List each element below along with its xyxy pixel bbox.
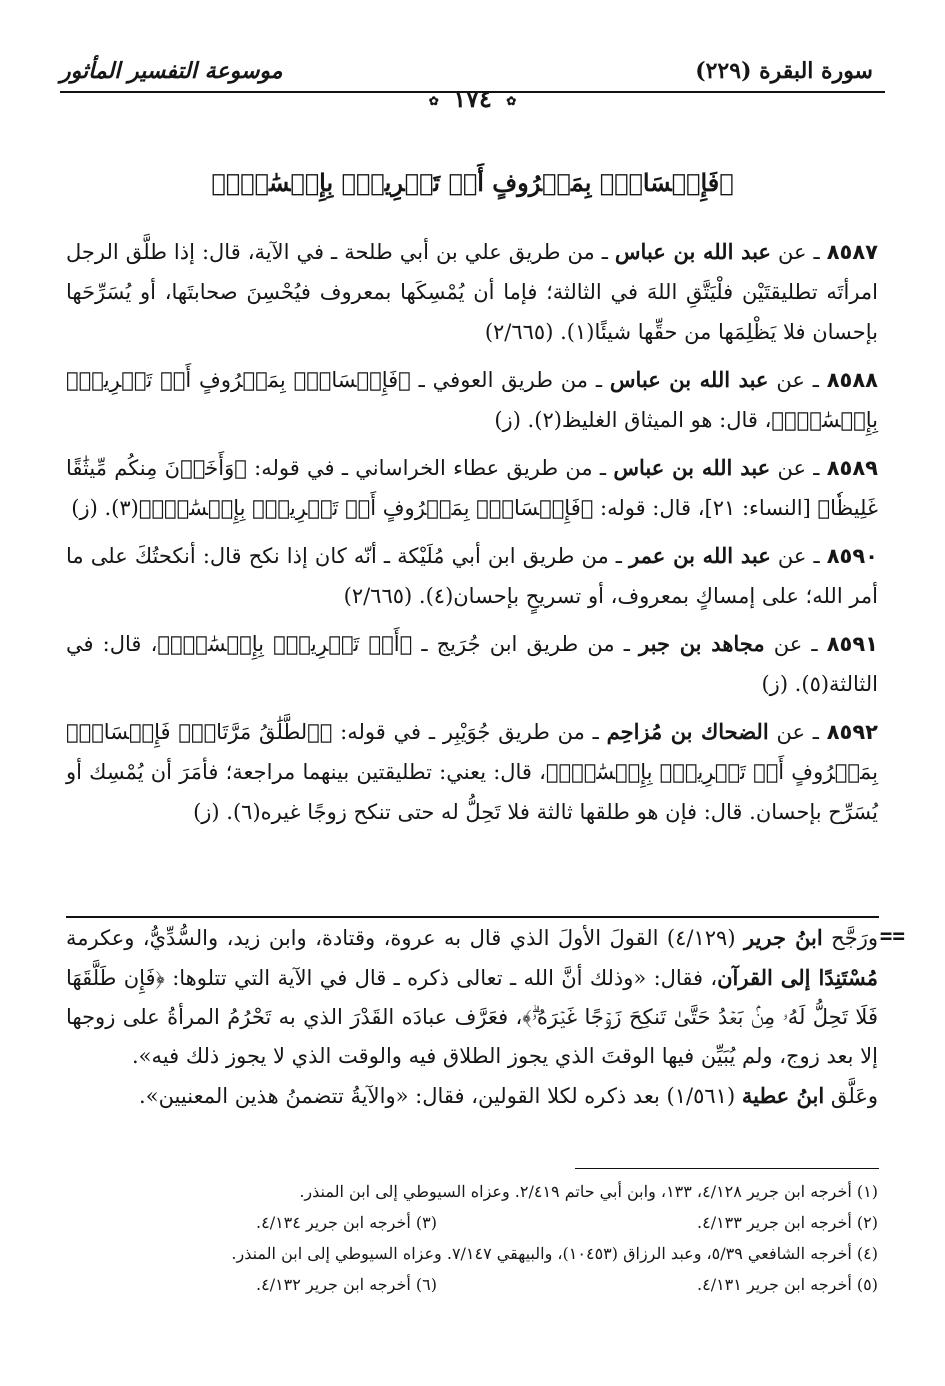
commentary-text: ، فقال: «وذلك أنَّ الله ـ تعالى ذكره ـ قال في الآية التي تتلوها: ﴿فَإِن طَلَّقَهَا فَلَا تَحِلُّ لَهُۥ مِنۢ بَعۡدُ حَتَّىٰ تَنكِحَ زَوۡجًا غَيۡرَهُۥۗ﴾، فعَرَّف عبادَه القَدْرَ الذي به تَحْرُمُ المرأةُ على زوجها إلا بعد زوج، ولم يُبَيِّن فيها الوقتَ الذي يجوز الطلاق فيه والوقت الذي لا يجوز ذلك فيه».: [66, 966, 878, 1068]
scholar-name: ابنُ عطية: [741, 1083, 825, 1108]
entry-prefix: ـ عن: [768, 368, 827, 392]
narration-entry: [66, 448, 878, 528]
ornament-icon: ✿: [506, 93, 517, 108]
footnote-2: (٢) أخرجه ابن جرير ٤/١٣٣.: [697, 1213, 878, 1232]
commentary-paragraph: [66, 1076, 878, 1116]
entry-number: ٨٥٨٩: [826, 456, 878, 480]
narration-entry: [66, 360, 878, 440]
narrator-name: مجاهد بن جبر: [639, 631, 765, 656]
commentary-paragraph: [66, 918, 878, 1076]
footnote-3: (٣) أخرجه ابن جرير ٤/١٣٤.: [256, 1213, 437, 1232]
page-number-block: [0, 84, 945, 113]
footnote-4: (٤) أخرجه الشافعي ٥/٣٩، وعبد الرزاق (١٠٤٥٣)، والبيهقي ٧/١٤٧. وعزاه السيوطي إلى ابن المنذر.: [231, 1244, 878, 1263]
narrator-name: عبد الله بن عباس: [614, 239, 771, 264]
footnote-row: [66, 1176, 878, 1207]
commentary-text: وعَلَّق: [824, 1084, 878, 1108]
entry-number: ٨٥٩٠: [826, 544, 879, 568]
page-number: ١٧٤: [453, 84, 492, 113]
entry-number: ٨٥٨٧: [826, 240, 878, 264]
commentary-text: (١/٥٦١) بعد ذكره لكلا القولين، فقال: «والآيةُ تتضمنُ هذين المعنيين».: [139, 1084, 742, 1108]
continuation-mark: ==: [879, 924, 905, 948]
entry-text: ـ من طريق علي بن أبي طلحة ـ في الآية، قال: إذا طلَّق الرجل امرأتَه تطليقتَيْن فلْيَتَّقِ اللهَ في الثالثة؛ فإما أن يُمْسِكَها بمعروف فيُحْسِنَ صحابتَها، أو يُسَرِّحَها بإحسان فلا يَظْلِمَها من حقِّها شيئًا(١). (٢/٦٦٥): [66, 240, 878, 344]
commentary-text: ورَجَّح: [822, 926, 878, 950]
entry-text: ـ من طريق عطاء الخراساني ـ في قوله: ﴿وَأَخَذۡنَ مِنكُم مِّيثَٰقًا غَلِيظٗا﴾ [النساء: ٢١]، قال: قوله: ﴿فَإِمۡسَاكُۢ بِمَعۡرُوفٍ أَوۡ تَسۡرِيحُۢ بِإِحۡسَٰنٖۗ﴾(٣). (ز): [66, 456, 878, 520]
surah-running-title: سورة البقرة (٢٢٩): [695, 58, 873, 84]
footnote-row: [66, 1269, 878, 1300]
book-running-title: موسوعة التفسير المأثور: [60, 58, 283, 84]
commentary-text: (٤/١٢٩) القولَ الأولَ الذي قال به عروة، وقتادة، وابن زيد، والسُّدِّيُّ، وعكرمة: [66, 926, 744, 950]
footnote-5: (٥) أخرجه ابن جرير ٤/١٣١.: [697, 1275, 878, 1294]
narrator-name: عبد الله بن عباس: [609, 367, 769, 392]
footnote-rule: [575, 1168, 879, 1169]
entry-number: ٨٥٩١: [826, 632, 878, 656]
entry-prefix: ـ عن: [768, 720, 827, 744]
narrator-name: عبد الله بن عمر: [629, 543, 771, 568]
footnote-row: [66, 1207, 878, 1238]
commentary-block: [66, 918, 878, 1116]
entry-number: ٨٥٩٢: [826, 720, 878, 744]
entry-prefix: ـ عن: [764, 632, 827, 656]
scholar-name: ابنُ جرير: [743, 925, 823, 950]
footnote-6: (٦) أخرجه ابن جرير ٤/١٣٢.: [256, 1275, 437, 1294]
narration-entry: [66, 712, 878, 832]
footnote-1: (١) أخرجه ابن جرير ٤/١٢٨، ١٣٣، وابن أبي حاتم ٢/٤١٩. وعزاه السيوطي إلى ابن المنذر.: [299, 1182, 878, 1201]
footnotes: [66, 1176, 878, 1300]
entry-text: ـ من طريق جُوَيْبِر ـ في قوله: ﴿ٱلطَّلَٰقُ مَرَّتَانِۖ فَإِمۡسَاكُۢ بِمَعۡرُوفٍ أَوۡ تَسۡرِيحُۢ بِإِحۡسَٰنٖۗ﴾، قال: يعني: تطليقتين بينهما مراجعة؛ فأمَرَ أن يُمْسِك أو يُسَرِّح بإحسان. قال: فإن هو طلقها ثالثة فلا تَحِلُّ له حتى تنكح زوجًا غيره(٦). (ز): [66, 720, 878, 824]
entry-text: ـ من طريق العوفي ـ ﴿فَإِمۡسَاكُۢ بِمَعۡرُوفٍ أَوۡ تَسۡرِيحُۢ بِإِحۡسَٰنٖۗ﴾، قال: هو الميثاق الغليظ(٢). (ز): [66, 368, 878, 432]
entry-text: ـ من طريق ابن أبي مُلَيْكة ـ أنّه كان إذا نكح قال: أنكحتُكَ على ما أمر الله؛ على إمساكٍ بمعروف، أو تسريحٍ بإحسان(٤). (٢/٦٦٥): [66, 544, 878, 608]
narrator-name: الضحاك بن مُزاحِم: [606, 719, 769, 744]
entry-number: ٨٥٨٨: [826, 368, 879, 392]
verse-heading: ﴿فَإِمۡسَاكُۢ بِمَعۡرُوفٍ أَوۡ تَسۡرِيحُۢ بِإِحۡسَٰنٖۗ﴾: [211, 168, 734, 197]
entry-prefix: ـ عن: [770, 456, 827, 480]
entry-prefix: ـ عن: [770, 240, 827, 264]
narration-list: [66, 232, 878, 840]
narration-entry: [66, 624, 878, 704]
commentary-emphasis: مُسْتَنِدًا إلى القرآن: [717, 965, 878, 990]
narration-entry: [66, 232, 878, 352]
narrator-name: عبد الله بن عباس: [613, 455, 771, 480]
footnote-row: [66, 1238, 878, 1269]
ornament-icon: ✿: [428, 93, 439, 108]
entry-prefix: ـ عن: [770, 544, 827, 568]
entry-text: ـ من طريق ابن جُرَيج ـ ﴿أَوۡ تَسۡرِيحُۢ بِإِحۡسَٰنٖۗ﴾، قال: في الثالثة(٥). (ز): [66, 632, 878, 696]
narration-entry: [66, 536, 878, 616]
